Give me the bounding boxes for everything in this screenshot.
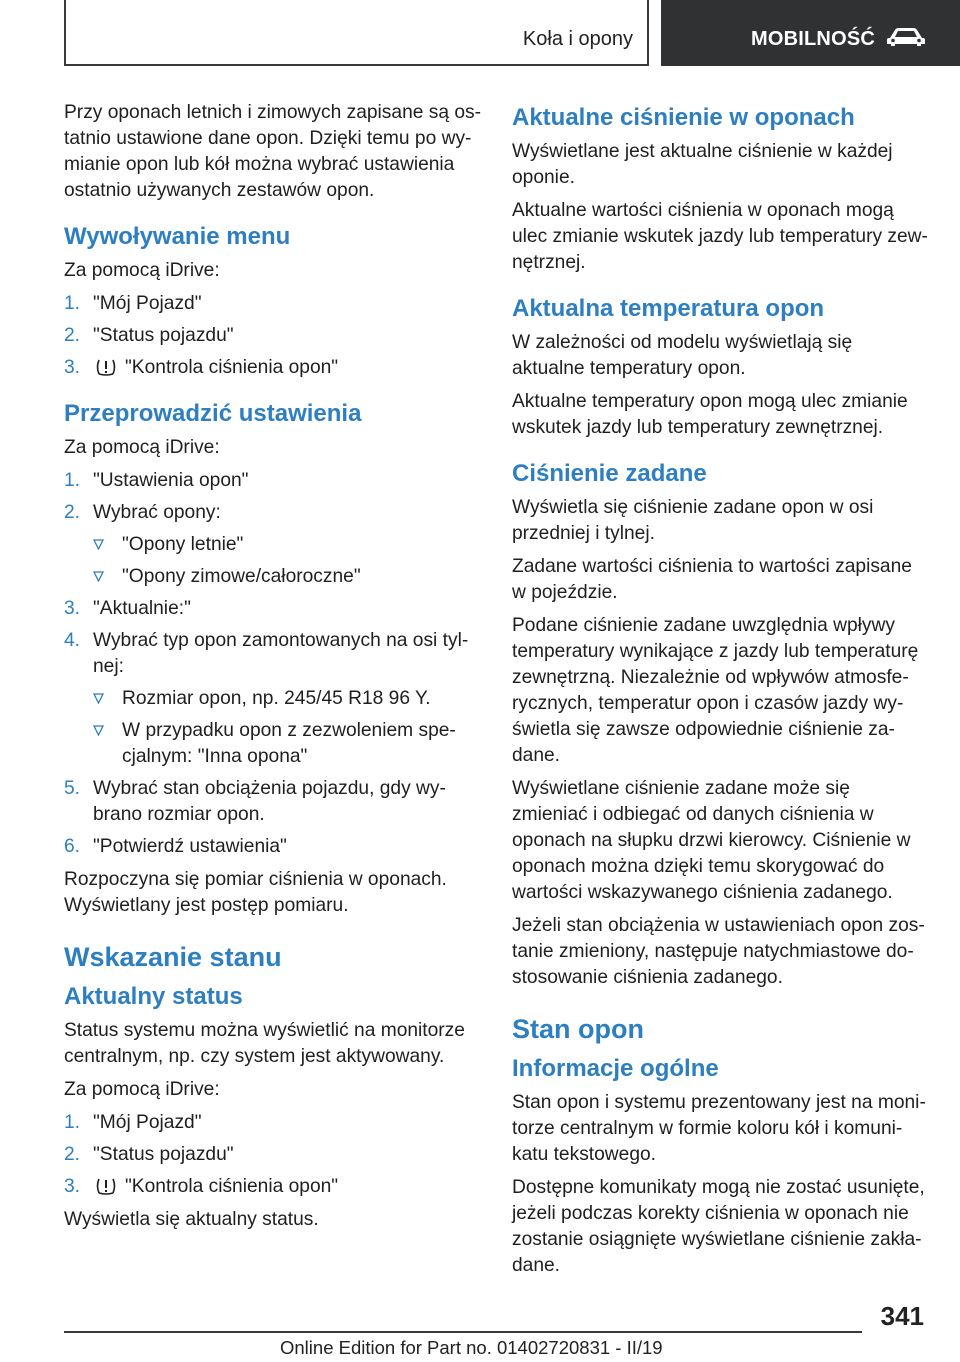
target-paragraph-5: Jeżeli stan obciążenia w ustawieniach opon zostanie zmieniony, następuje natychmiastowe dostosowanie ciśnienia zadanego.	[512, 915, 925, 988]
settings-lead: Za pomocą iDrive:	[64, 437, 220, 458]
step-number: 3.	[64, 357, 81, 378]
footer-edition: Online Edition for Part no. 01402720831 - II/19	[280, 1337, 663, 1358]
step-text: "Status pojazdu"	[93, 1144, 234, 1165]
step-text: Wybrać typ opon zamontowanych na osi tylnej:	[93, 630, 469, 677]
current-status-steps	[64, 1110, 484, 1200]
current-status-lead: Za pomocą iDrive:	[64, 1079, 220, 1100]
sub-list-item	[93, 718, 484, 770]
target-pressure-heading: Ciśnienie zadane	[512, 460, 707, 487]
pressure-heading: Aktualne ciśnienie w oponach	[512, 104, 855, 131]
step-text: "Ustawienia opon"	[93, 470, 249, 491]
target-paragraph-4: Wyświetlane ciśnienie zadane może się zmieniać i odbiegać od danych ciśnienia w oponach na słupku drzwi kierowcy. Ciśnienie w oponach można dzięki temu skorygować do wartości wskazywanego ciśnienia zadanego.	[512, 778, 911, 903]
menu-heading: Wywoływanie menu	[64, 223, 291, 250]
step-text: "Mój Pojazd"	[93, 293, 202, 314]
step-number: 5.	[64, 778, 81, 799]
step-number: 1.	[64, 1112, 81, 1133]
menu-lead: Za pomocą iDrive:	[64, 260, 220, 281]
step-text: "Mój Pojazd"	[93, 1112, 202, 1133]
step-text: Wybrać stan obciążenia pojazdu, gdy wybrano rozmiar opon.	[93, 778, 446, 825]
intro-paragraph: Przy oponach letnich i zimowych zapisane są ostatnio ustawione dane opon. Dzięki temu po wymianie opon lub kół można wybrać ustawienia ostatnio używanych zestawów opon.	[64, 102, 481, 201]
general-paragraph-1: Stan opon i systemu prezentowany jest na monitorze centralnym w formie koloru kół i komunikatu tekstowego.	[512, 1092, 926, 1165]
step-text: Wybrać opony:	[93, 502, 221, 523]
left-column	[64, 100, 484, 1240]
list-item	[64, 355, 484, 381]
tire-status-heading: Stan opon	[512, 1014, 644, 1044]
step-number: 3.	[64, 1176, 81, 1197]
settings-steps	[64, 468, 484, 860]
sub-item-text: Rozmiar opon, np. 245/45 R18 96 Y.	[122, 688, 431, 709]
list-item	[64, 291, 484, 317]
menu-steps	[64, 291, 484, 381]
pressure-paragraph-1: Wyświetlane jest aktualne ciśnienie w każdej oponie.	[512, 141, 893, 188]
step-number: 1.	[64, 470, 81, 491]
list-item	[64, 596, 484, 622]
list-item	[64, 323, 484, 349]
tire-pressure-warning-icon	[95, 1176, 117, 1196]
step-text: "Kontrola ciśnienia opon"	[125, 1176, 339, 1197]
sub-list	[93, 532, 484, 590]
car-icon	[886, 26, 926, 48]
status-heading: Wskazanie stanu	[64, 942, 282, 972]
triangle-bullet-icon	[93, 725, 104, 736]
list-item	[64, 776, 484, 828]
list-item	[64, 1110, 484, 1136]
step-number: 3.	[64, 598, 81, 619]
sub-list-item	[93, 686, 484, 712]
header-chapter-box	[661, 0, 960, 66]
triangle-bullet-icon	[93, 571, 104, 582]
general-info-heading: Informacje ogólne	[512, 1055, 719, 1082]
sub-item-text: "Opony zimowe/całoroczne"	[122, 566, 361, 587]
settings-note: Rozpoczyna się pomiar ciśnienia w oponach. Wyświetlany jest postęp pomiaru.	[64, 869, 447, 916]
triangle-bullet-icon	[93, 539, 104, 550]
step-text: "Status pojazdu"	[93, 325, 234, 346]
sub-item-text: W przypadku opon z zezwoleniem specjalnym: "Inna opona"	[122, 720, 456, 767]
list-item	[64, 500, 484, 590]
target-paragraph-3: Podane ciśnienie zadane uwzględnia wpływy temperatury wynikające z jazdy lub temperaturę zewnętrzną. Niezależnie od wpływów atmosferycznych, temperatur opon i czasów jazdy wyświetla się zawsze odpowiednie ciśnienie zadane.	[512, 615, 919, 766]
current-status-text: Status systemu można wyświetlić na monitorze centralnym, np. czy system jest aktywowany.	[64, 1020, 465, 1067]
temperature-heading: Aktualna temperatura opon	[512, 295, 825, 322]
settings-heading: Przeprowadzić ustawienia	[64, 400, 362, 427]
step-number: 1.	[64, 293, 81, 314]
sub-list	[93, 686, 484, 770]
sub-list-item	[93, 564, 484, 590]
list-item	[64, 1142, 484, 1168]
header-chapter-title: MOBILNOŚĆ	[751, 28, 876, 50]
page-number: 341	[880, 1301, 924, 1331]
pressure-paragraph-2: Aktualne wartości ciśnienia w oponach mogą ulec zmianie wskutek jazdy lub temperatury zewnętrznej.	[512, 200, 928, 273]
target-paragraph-2: Zadane wartości ciśnienia to wartości zapisane w pojeździe.	[512, 556, 912, 603]
footer-divider	[64, 1331, 862, 1333]
list-item	[64, 1174, 484, 1200]
header-section-box	[64, 0, 649, 66]
step-number: 2.	[64, 502, 81, 523]
current-status-heading: Aktualny status	[64, 983, 243, 1010]
step-number: 6.	[64, 836, 81, 857]
step-number: 2.	[64, 1144, 81, 1165]
list-item	[64, 628, 484, 770]
step-text: "Kontrola ciśnienia opon"	[125, 357, 339, 378]
current-status-note: Wyświetla się aktualny status.	[64, 1209, 319, 1230]
temperature-paragraph-1: W zależności od modelu wyświetlają się aktualne temperatury opon.	[512, 332, 853, 379]
step-number: 2.	[64, 325, 81, 346]
temperature-paragraph-2: Aktualne temperatury opon mogą ulec zmianie wskutek jazdy lub temperatury zewnętrznej.	[512, 391, 908, 438]
sub-list-item	[93, 532, 484, 558]
right-column	[512, 100, 930, 1286]
target-paragraph-1: Wyświetla się ciśnienie zadane opon w osi przedniej i tylnej.	[512, 497, 874, 544]
step-text: "Aktualnie:"	[93, 598, 191, 619]
sub-item-text: "Opony letnie"	[122, 534, 244, 555]
list-item	[64, 834, 484, 860]
list-item	[64, 468, 484, 494]
step-number: 4.	[64, 630, 81, 651]
tire-pressure-warning-icon	[95, 357, 117, 377]
triangle-bullet-icon	[93, 693, 104, 704]
general-paragraph-2: Dostępne komunikaty mogą nie zostać usunięte, jeżeli podczas korekty ciśnienia w oponach nie zostanie osiągnięte wyświetlane ciśnienie zakładane.	[512, 1177, 925, 1276]
header-section-title: Koła i opony	[522, 28, 633, 50]
step-text: "Potwierdź ustawienia"	[93, 836, 287, 857]
